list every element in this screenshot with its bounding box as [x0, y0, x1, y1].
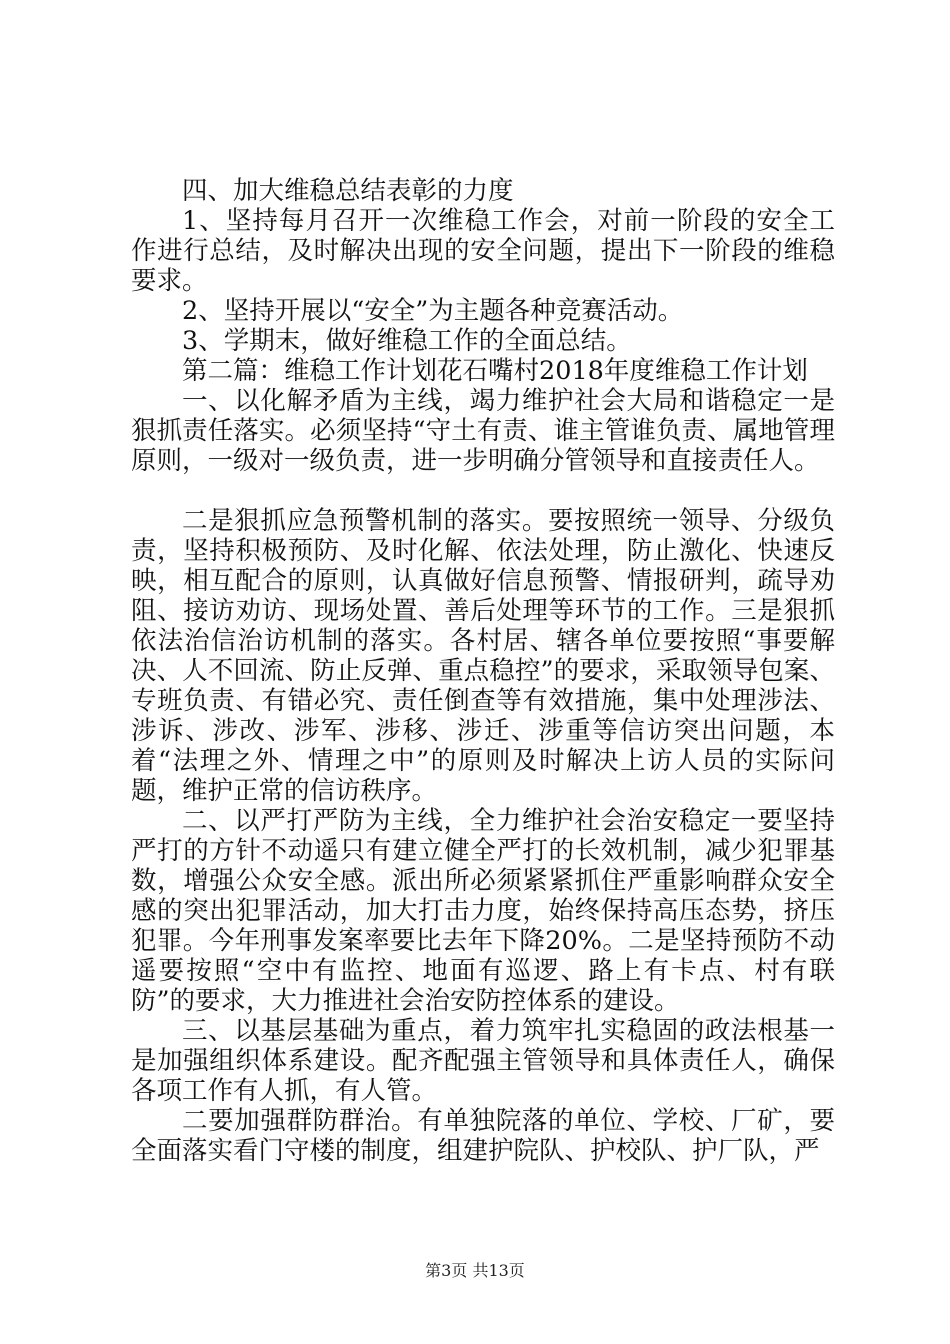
page-footer: 第3页 共13页: [425, 1261, 525, 1280]
paragraph-gap: [131, 476, 835, 506]
paragraph: 一、以化解矛盾为主线，竭力维护社会大局和谐稳定一是狠抓责任落实。必须坚持“守土有责、谁主管谁负责、属地管理原则，一级对一级负责，进一步明确分管领导和直接责任人。: [131, 386, 835, 476]
paragraph: 3、学期末，做好维稳工作的全面总结。: [182, 326, 632, 356]
chapter-title: 第二篇：维稳工作计划花石嘴村2018年度维稳工作计划: [182, 356, 808, 386]
paragraph: 2、坚持开展以“安全”为主题各种竞赛活动。: [182, 296, 684, 326]
paragraph: 二、以严打严防为主线，全力维护社会治安稳定一要坚持严打的方针不动遥只有建立健全严打的长效机制，减少犯罪基数，增强公众安全感。派出所必须紧紧抓住严重影响群众安全感的突出犯罪活动，加大打击力度，始终保持高压态势，挤压犯罪。今年刑事发案率要比去年下降20%。二是坚持预防不动遥要按照“空中有监控、地面有巡逻、路上有卡点、村有联防”的要求，大力推进社会治安防控体系的建设。: [131, 806, 835, 1016]
paragraph: 二要加强群防群治。有单独院落的单位、学校、厂矿，要全面落实看门守楼的制度，组建护院队、护校队、护厂队，严: [131, 1106, 835, 1166]
document-body: [131, 176, 835, 1166]
paragraph: 三、以基层基础为重点，着力筑牢扎实稳固的政法根基一是加强组织体系建设。配齐配强主管领导和具体责任人，确保各项工作有人抓，有人管。: [131, 1016, 835, 1106]
section-heading: 四、加大维稳总结表彰的力度: [182, 176, 514, 206]
paragraph: 1、坚持每月召开一次维稳工作会，对前一阶段的安全工作进行总结，及时解决出现的安全问题，提出下一阶段的维稳要求。: [131, 206, 835, 296]
paragraph: 二是狠抓应急预警机制的落实。要按照统一领导、分级负责，坚持积极预防、及时化解、依法处理，防止激化、快速反映，相互配合的原则，认真做好信息预警、情报研判，疏导劝阻、接访劝访、现场处置、善后处理等环节的工作。三是狠抓依法治信治访机制的落实。各村居、辖各单位要按照“事要解决、人不回流、防止反弹、重点稳控”的要求，采取领导包案、专班负责、有错必究、责任倒查等有效措施，集中处理涉法、涉诉、涉改、涉军、涉移、涉迁、涉重等信访突出问题，本着“法理之外、情理之中”的原则及时解决上访人员的实际问题，维护正常的信访秩序。: [131, 506, 835, 806]
